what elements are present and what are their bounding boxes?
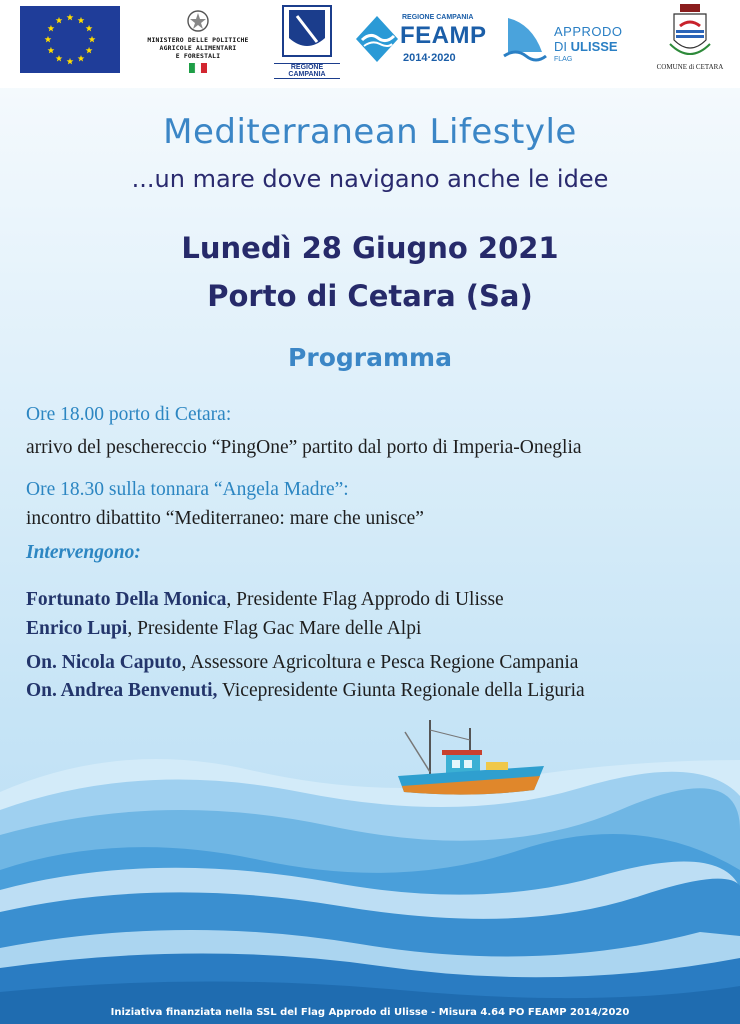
- feamp-wave-icon: [356, 16, 398, 62]
- speaker-name: On. Andrea Benvenuti,: [26, 680, 218, 701]
- italian-emblem-icon: [186, 8, 210, 34]
- speakers-heading: Intervengono:: [26, 542, 141, 563]
- italian-flag-icon: [189, 63, 207, 73]
- event-title: Mediterranean Lifestyle: [163, 112, 577, 152]
- campania-shield-icon: [281, 4, 333, 58]
- logo-bar: [0, 0, 740, 88]
- program-item1-heading: Ore 18.00 porto di Cetara:: [26, 404, 232, 425]
- speaker-role: Vicepresidente Giunta Regionale della Liguria: [217, 680, 585, 701]
- speaker-row: [26, 652, 578, 674]
- program-item1-text: arrivo del peschereccio “PingOne” partito dal porto di Imperia-Oneglia: [26, 437, 582, 458]
- speaker-role: , Assessore Agricoltura e Pesca Regione Campania: [181, 652, 579, 673]
- feamp-label: FEAMP: [400, 22, 487, 49]
- regione-campania-logo: [274, 4, 340, 76]
- event-subtitle: ...un mare dove navigano anche le idee: [131, 165, 609, 193]
- event-place: Porto di Cetara (Sa): [207, 279, 533, 313]
- eu-stars-icon: [20, 6, 120, 73]
- ministry-line-2: AGRICOLE ALIMENTARI: [159, 44, 237, 52]
- ministry-logo: [130, 6, 266, 76]
- footer-funding-note: Iniziativa finanziata nella SSL del Flag Approdo di Ulisse - Misura 4.64 PO FEAMP 2014/2020: [110, 1007, 630, 1018]
- event-date: Lunedì 28 Giugno 2021: [181, 231, 559, 265]
- cetara-coat-of-arms-icon: [666, 4, 714, 62]
- speaker-row: [26, 618, 421, 640]
- program-item2-heading: Ore 18.30 sulla tonnara “Angela Madre”:: [26, 479, 349, 500]
- approdo-di: DI: [554, 39, 567, 54]
- approdo-flag-label: FLAG: [554, 56, 573, 63]
- feamp-region-label: REGIONE CAMPANIA: [402, 14, 474, 21]
- feamp-logo: [356, 10, 487, 70]
- sea-waves-illustration: [0, 700, 740, 1024]
- speaker-name: On. Nicola Caputo: [26, 652, 182, 673]
- approdo-ulisse: ULISSE: [570, 39, 618, 54]
- comune-cetara-logo: [650, 4, 730, 78]
- program-item2-text: incontro dibattito “Mediterraneo: mare che unisce”: [26, 508, 424, 529]
- speaker-role: , Presidente Flag Gac Mare delle Alpi: [127, 618, 422, 639]
- program-heading: Programma: [288, 343, 452, 372]
- speaker-name: Fortunato Della Monica: [26, 589, 227, 610]
- cetara-label: COMUNE di CETARA: [656, 63, 724, 71]
- approdo-line-1: APPRODO: [554, 24, 623, 39]
- approdo-line-2: [554, 39, 618, 54]
- speaker-role: , Presidente Flag Approdo di Ulisse: [226, 589, 504, 610]
- eu-flag-logo: [20, 6, 120, 73]
- speaker-row: [26, 680, 585, 702]
- speaker-name: Enrico Lupi: [26, 618, 128, 639]
- ministry-line-3: E FORESTALI: [175, 52, 221, 60]
- sail-icon: [502, 14, 548, 66]
- ministry-line-1: MINISTERO DELLE POLITICHE: [147, 36, 249, 44]
- feamp-years-label: 2014·2020: [403, 52, 456, 64]
- regione-campania-label: REGIONE CAMPANIA: [274, 63, 340, 79]
- approdo-ulisse-logo: [502, 14, 634, 70]
- speaker-row: [26, 589, 504, 611]
- fishing-boat-icon: [398, 720, 544, 795]
